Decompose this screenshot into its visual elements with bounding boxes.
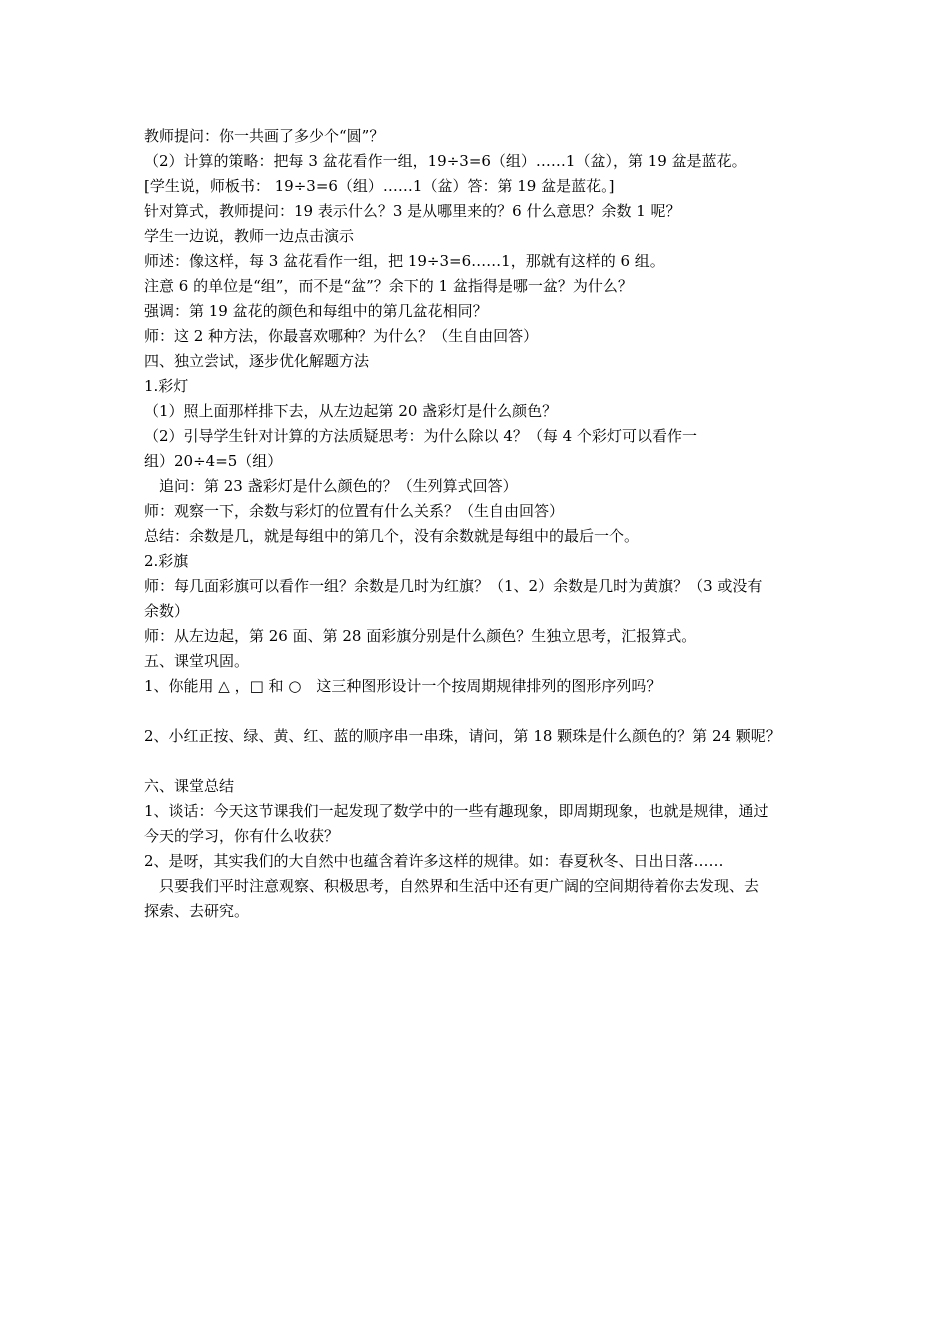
text-line: 1、你能用 △ ，□ 和 ○ 这三种图形设计一个按周期规律排列的图形序列吗？	[144, 677, 662, 695]
text-line: 只要我们平时注意观察、积极思考，自然界和生活中还有更广阔的空间期待着你去发现、去	[144, 877, 760, 895]
text-line: （2）引导学生针对计算的方法质疑思考：为什么除以 4？（每 4 个彩灯可以看作一	[144, 427, 697, 445]
text-line: （2）计算的策略：把每 3 盆花看作一组，19÷3=6（组）……1（盆），第 19 盆是蓝花。	[144, 152, 747, 170]
blank-line	[144, 699, 812, 724]
document-page	[144, 124, 812, 924]
text-line: 师：从左边起，第 26 面、第 28 面彩旗分别是什么颜色？生独立思考，汇报算式。	[144, 627, 697, 645]
text-line: 师：观察一下，余数与彩灯的位置有什么关系？（生自由回答）	[144, 502, 565, 520]
text-line: 师：每几面彩旗可以看作一组？余数是几时为红旗？（1、2）余数是几时为黄旗？（3 或没有	[144, 577, 763, 595]
text-line: 追问：第 23 盏彩灯是什么颜色的？（生列算式回答）	[144, 477, 518, 495]
section-heading: 四、独立尝试，逐步优化解题方法	[144, 352, 370, 370]
text-line: 师述：像这样，每 3 盆花看作一组，把 19÷3=6……1，那就有这样的 6 组。	[144, 252, 665, 270]
text-line: 组）20÷4=5（组）	[144, 452, 283, 470]
subsection-heading: 1.彩灯	[144, 377, 189, 395]
text-line: 探索、去研究。	[144, 902, 250, 920]
blank-line	[144, 749, 812, 774]
text-line: 今天的学习，你有什么收获？	[144, 827, 340, 845]
text-line: 2、小红正按、绿、黄、红、蓝的顺序串一串珠，请问，第 18 颗珠是什么颜色的？第 24 颗呢？	[144, 727, 781, 745]
text-line: 教师提问：你一共画了多少个“圆”？	[144, 127, 385, 145]
subsection-heading: 2.彩旗	[144, 552, 189, 570]
text-line: 学生一边说，教师一边点击演示	[144, 227, 355, 245]
text-line: [学生说，师板书： 19÷3=6（组）……1（盆）答：第 19 盆是蓝花。]	[144, 177, 615, 195]
text-line: 总结：余数是几，就是每组中的第几个，没有余数就是每组中的最后一个。	[144, 527, 640, 545]
text-line: 1、谈话：今天这节课我们一起发现了数学中的一些有趣现象，即周期现象，也就是规律，通过	[144, 802, 769, 820]
text-line: 余数）	[144, 602, 190, 620]
text-line: （1）照上面那样排下去，从左边起第 20 盏彩灯是什么颜色？	[144, 402, 558, 420]
text-line: 师：这 2 种方法，你最喜欢哪种？为什么？（生自由回答）	[144, 327, 539, 345]
text-line: 强调：第 19 盆花的颜色和每组中的第几盆花相同？	[144, 302, 488, 320]
text-line: 针对算式，教师提问：19 表示什么？3 是从哪里来的？6 什么意思？余数 1 呢？	[144, 202, 681, 220]
text-line: 2、是呀，其实我们的大自然中也蕴含着许多这样的规律。如：春夏秋冬、日出日落……	[144, 852, 724, 870]
section-heading: 六、课堂总结	[144, 777, 235, 795]
text-line: 注意 6 的单位是“组”，而不是“盆”？余下的 1 盆指得是哪一盆？为什么？	[144, 277, 633, 295]
section-heading: 五、课堂巩固。	[144, 652, 250, 670]
